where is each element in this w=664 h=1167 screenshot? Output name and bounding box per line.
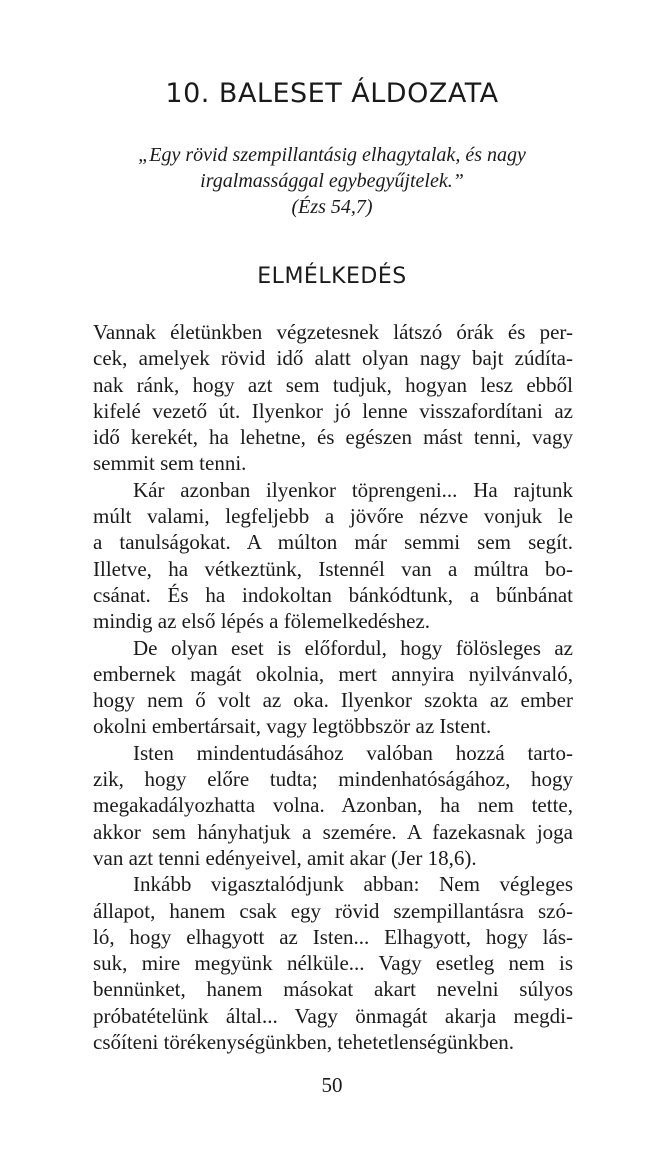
text-line: semmit sem tenni. (93, 451, 247, 476)
paragraph (93, 319, 573, 477)
text-line: állapot, hanem csak egy rövid szempillantásra szó- (93, 898, 573, 923)
text-line: van azt tenni edényeivel, amit akar (Jer 18,6). (93, 845, 477, 870)
text-line: megakadályozhatta volna. Azonban, ha nem tette, (93, 793, 573, 818)
text-line: Illetve, ha vétkeztünk, Istennél van a múltra bo- (93, 556, 573, 581)
text-line: hogy nem ő volt az oka. Ilyenkor szokta az ember (93, 688, 573, 713)
text-line: csőíteni törékenységünkben, tehetetlenségünkben. (93, 1030, 515, 1055)
text-line: cek, amelyek rövid idő alatt olyan nagy bajt zúdíta- (93, 346, 573, 371)
text-line: Vannak életünkben végzetesnek látszó órák és per- (93, 320, 573, 344)
text-line: próbatételünk által... Vagy önmagát akarja megdi- (93, 1003, 573, 1028)
text-line: embernek magát okolnia, mert annyira nyilvánvaló, (93, 661, 573, 686)
body-text (93, 319, 573, 1055)
text-line: De olyan eset is előfordul, hogy fölösleges az (133, 635, 573, 660)
text-line: csánat. És ha indokoltan bánkódtunk, a bűnbánat (93, 582, 573, 607)
chapter-title: 10. BALESET ÁLDOZATA (165, 78, 499, 109)
text-line: ló, hogy elhagyott az Isten... Elhagyott, hogy lás- (93, 924, 573, 949)
text-line: mindig az első lépés a fölemelkedéshez. (93, 609, 431, 634)
paragraph (93, 740, 573, 871)
text-line: a tanulságokat. A múlton már semmi sem segít. (93, 530, 573, 555)
motto-line: „Egy rövid szempillantásig elhagytalak, és nagy (138, 144, 526, 166)
paragraph (93, 635, 573, 740)
paragraph (93, 871, 573, 1055)
text-line: okolni embertársait, vagy legtöbbször az Istent. (93, 714, 492, 739)
paragraph (93, 477, 573, 635)
section-title: ELMÉLKEDÉS (257, 264, 407, 289)
text-line: Inkább vigasztalódjunk abban: Nem végleges (133, 872, 573, 897)
text-line: Isten mindentudásához valóban hozzá tarto- (133, 740, 573, 765)
text-line: kifelé vezető út. Ilyenkor jó lenne visszafordítani az (93, 398, 573, 423)
text-line: múlt valami, legfeljebb a jövőre nézve vonjuk le (93, 504, 573, 529)
text-line: akkor sem hányhatjuk a szemére. A fazekasnak joga (93, 819, 573, 844)
motto-reference: (Ézs 54,7) (291, 196, 373, 218)
text-line: suk, mire megyünk nélküle... Vagy esetleg nem is (93, 951, 573, 976)
text-line: bennünket, hanem másokat akart nevelni súlyos (93, 977, 573, 1002)
text-line: nak ránk, hogy azt sem tudjuk, hogyan lesz ebből (93, 372, 573, 397)
text-line: idő kerekét, ha lehetne, és egészen mást tenni, vagy (93, 425, 573, 450)
motto-quote (90, 142, 574, 220)
text-line: zik, hogy előre tudta; mindenhatóságához, hogy (93, 767, 573, 792)
page-number: 50 (321, 1073, 343, 1097)
motto-line: irgalmassággal egybegyűjtelek.” (200, 170, 464, 192)
text-line: Kár azonban ilyenkor töprengeni... Ha rajtunk (133, 477, 573, 502)
